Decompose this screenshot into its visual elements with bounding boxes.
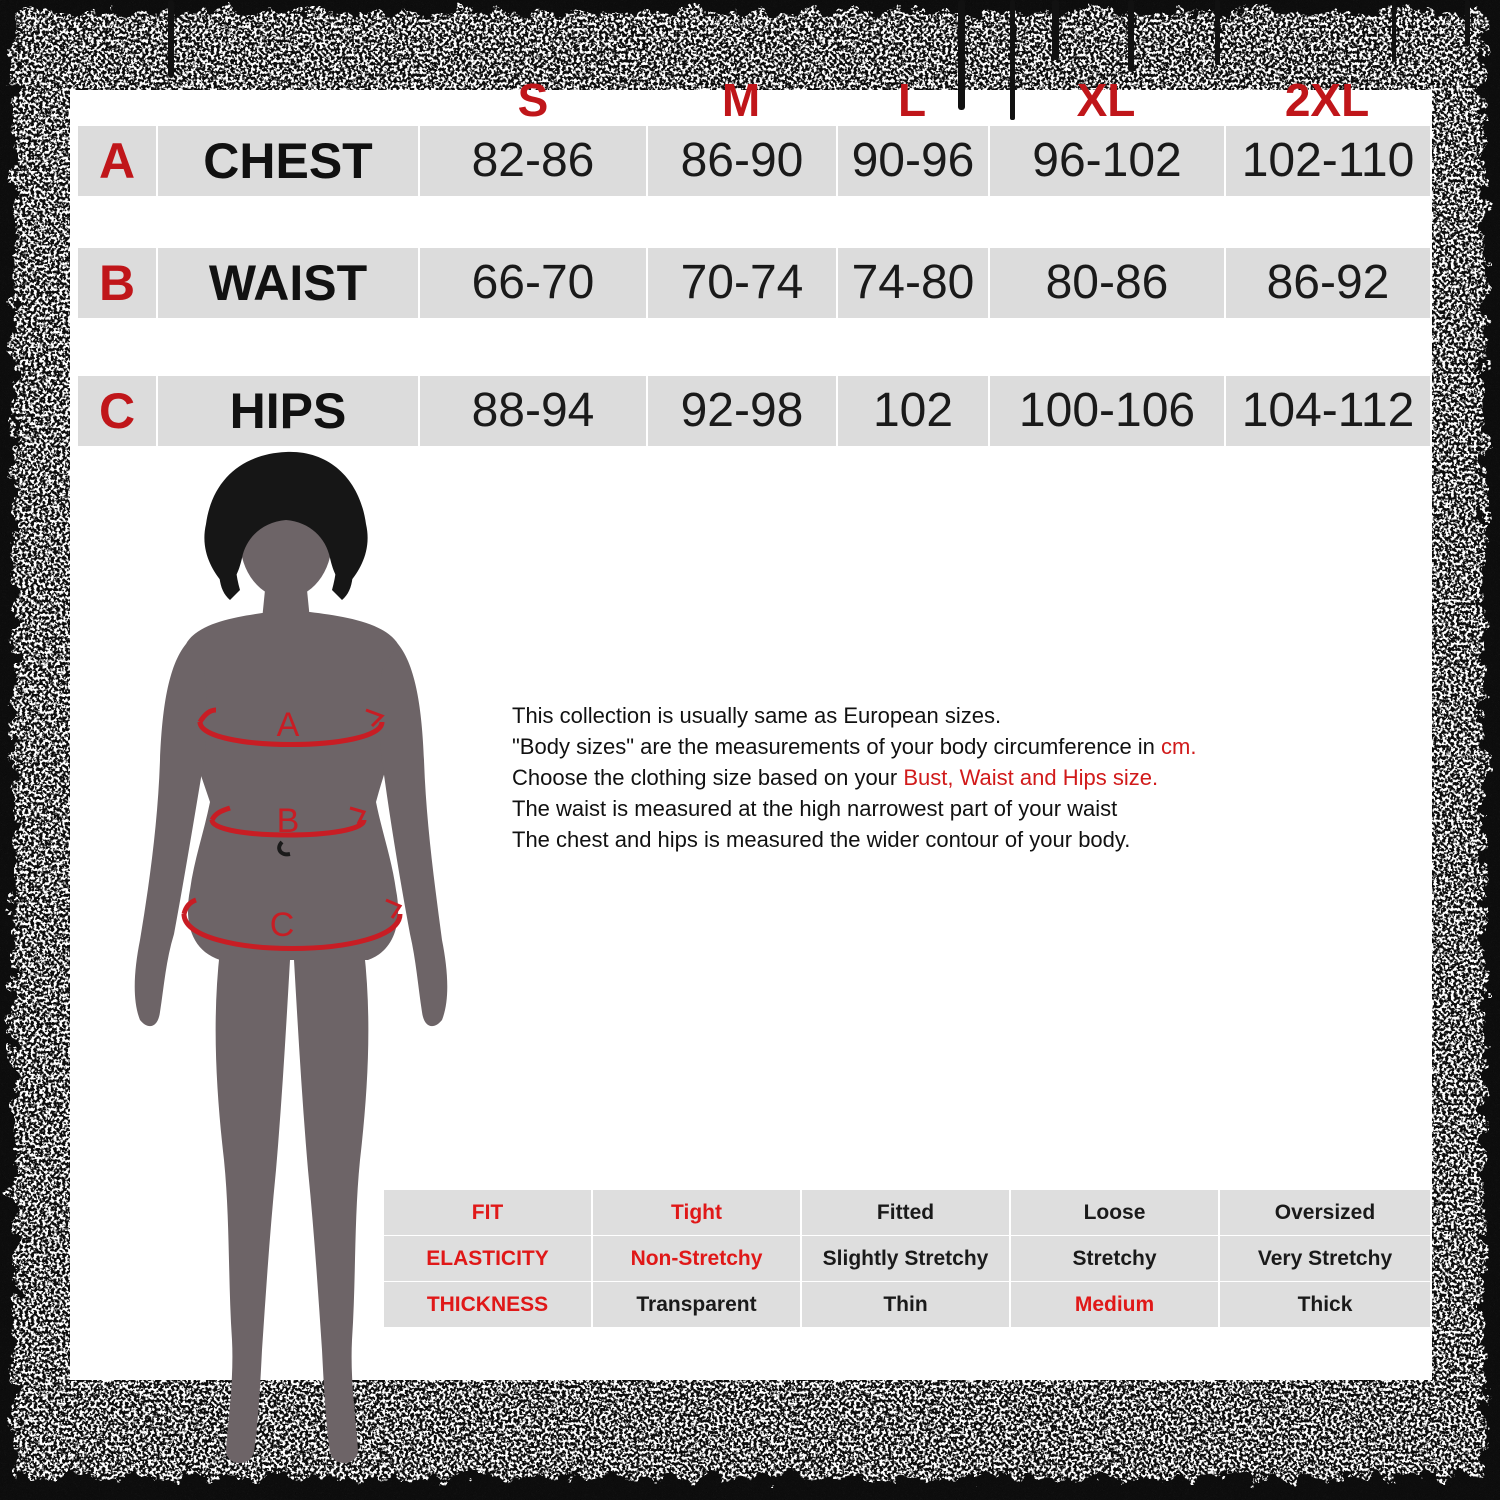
elasticity-option: Very Stretchy — [1220, 1236, 1430, 1281]
measurement-row-hips — [78, 376, 1430, 446]
row-label: WAIST — [158, 248, 418, 318]
row-label: HIPS — [158, 376, 418, 446]
value-cell: 88-94 — [420, 376, 646, 446]
fit-row-label: FIT — [384, 1190, 591, 1235]
value-cell: 104-112 — [1226, 376, 1430, 446]
info-line: "Body sizes" are the measurements of your body circumference in cm. — [512, 734, 1197, 759]
value-cell: 86-92 — [1226, 248, 1430, 318]
thickness-row-label: THICKNESS — [384, 1282, 591, 1327]
value-cell: 100-106 — [990, 376, 1224, 446]
figure-label-a: A — [276, 706, 300, 744]
value-cell: 102-110 — [1226, 126, 1430, 196]
fit-option: Oversized — [1220, 1190, 1430, 1235]
size-label-l: L — [897, 74, 927, 126]
info-line: The waist is measured at the high narrowest part of your waist — [512, 796, 1118, 821]
elasticity-option: Non-Stretchy — [593, 1236, 800, 1281]
thickness-option: Medium — [1011, 1282, 1218, 1327]
value-cell: 96-102 — [990, 126, 1224, 196]
size-label-s: S — [517, 74, 549, 126]
value-cell: 92-98 — [648, 376, 836, 446]
row-label: CHEST — [158, 126, 418, 196]
elasticity-row-label: ELASTICITY — [384, 1236, 591, 1281]
figure-label-c: C — [269, 906, 295, 944]
value-cell: 82-86 — [420, 126, 646, 196]
figure-label-b: B — [276, 802, 300, 840]
value-cell: 102 — [838, 376, 988, 446]
size-label-m: M — [721, 74, 761, 126]
info-line: Choose the clothing size based on your Bust, Waist and Hips size. — [512, 765, 1159, 790]
info-line: The chest and hips is measured the wider contour of your body. — [512, 827, 1131, 852]
row-letter: A — [78, 126, 156, 196]
fit-properties-table — [384, 1190, 1430, 1327]
thickness-option: Thick — [1220, 1282, 1430, 1327]
measurement-row-chest — [78, 126, 1430, 196]
unit-highlight: cm. — [1161, 734, 1197, 759]
value-cell: 70-74 — [648, 248, 836, 318]
fit-option: Loose — [1011, 1190, 1218, 1235]
row-letter: C — [78, 376, 156, 446]
value-cell: 90-96 — [838, 126, 988, 196]
row-letter: B — [78, 248, 156, 318]
info-line: This collection is usually same as European sizes. — [512, 703, 1002, 728]
thickness-option: Transparent — [593, 1282, 800, 1327]
value-cell: 66-70 — [420, 248, 646, 318]
value-cell: 80-86 — [990, 248, 1224, 318]
value-cell: 74-80 — [838, 248, 988, 318]
size-info-text — [512, 700, 1412, 855]
thickness-option: Thin — [802, 1282, 1009, 1327]
elasticity-option: Slightly Stretchy — [802, 1236, 1009, 1281]
fit-option: Tight — [593, 1190, 800, 1235]
size-label-xl: XL — [1076, 74, 1136, 126]
measurements-highlight: Bust, Waist and Hips size. — [903, 765, 1159, 790]
size-header-row — [0, 70, 1500, 130]
measurement-row-waist — [78, 248, 1430, 318]
value-cell: 86-90 — [648, 126, 836, 196]
elasticity-option: Stretchy — [1011, 1236, 1218, 1281]
size-label-2xl: 2XL — [1284, 74, 1370, 126]
fit-option: Fitted — [802, 1190, 1009, 1235]
